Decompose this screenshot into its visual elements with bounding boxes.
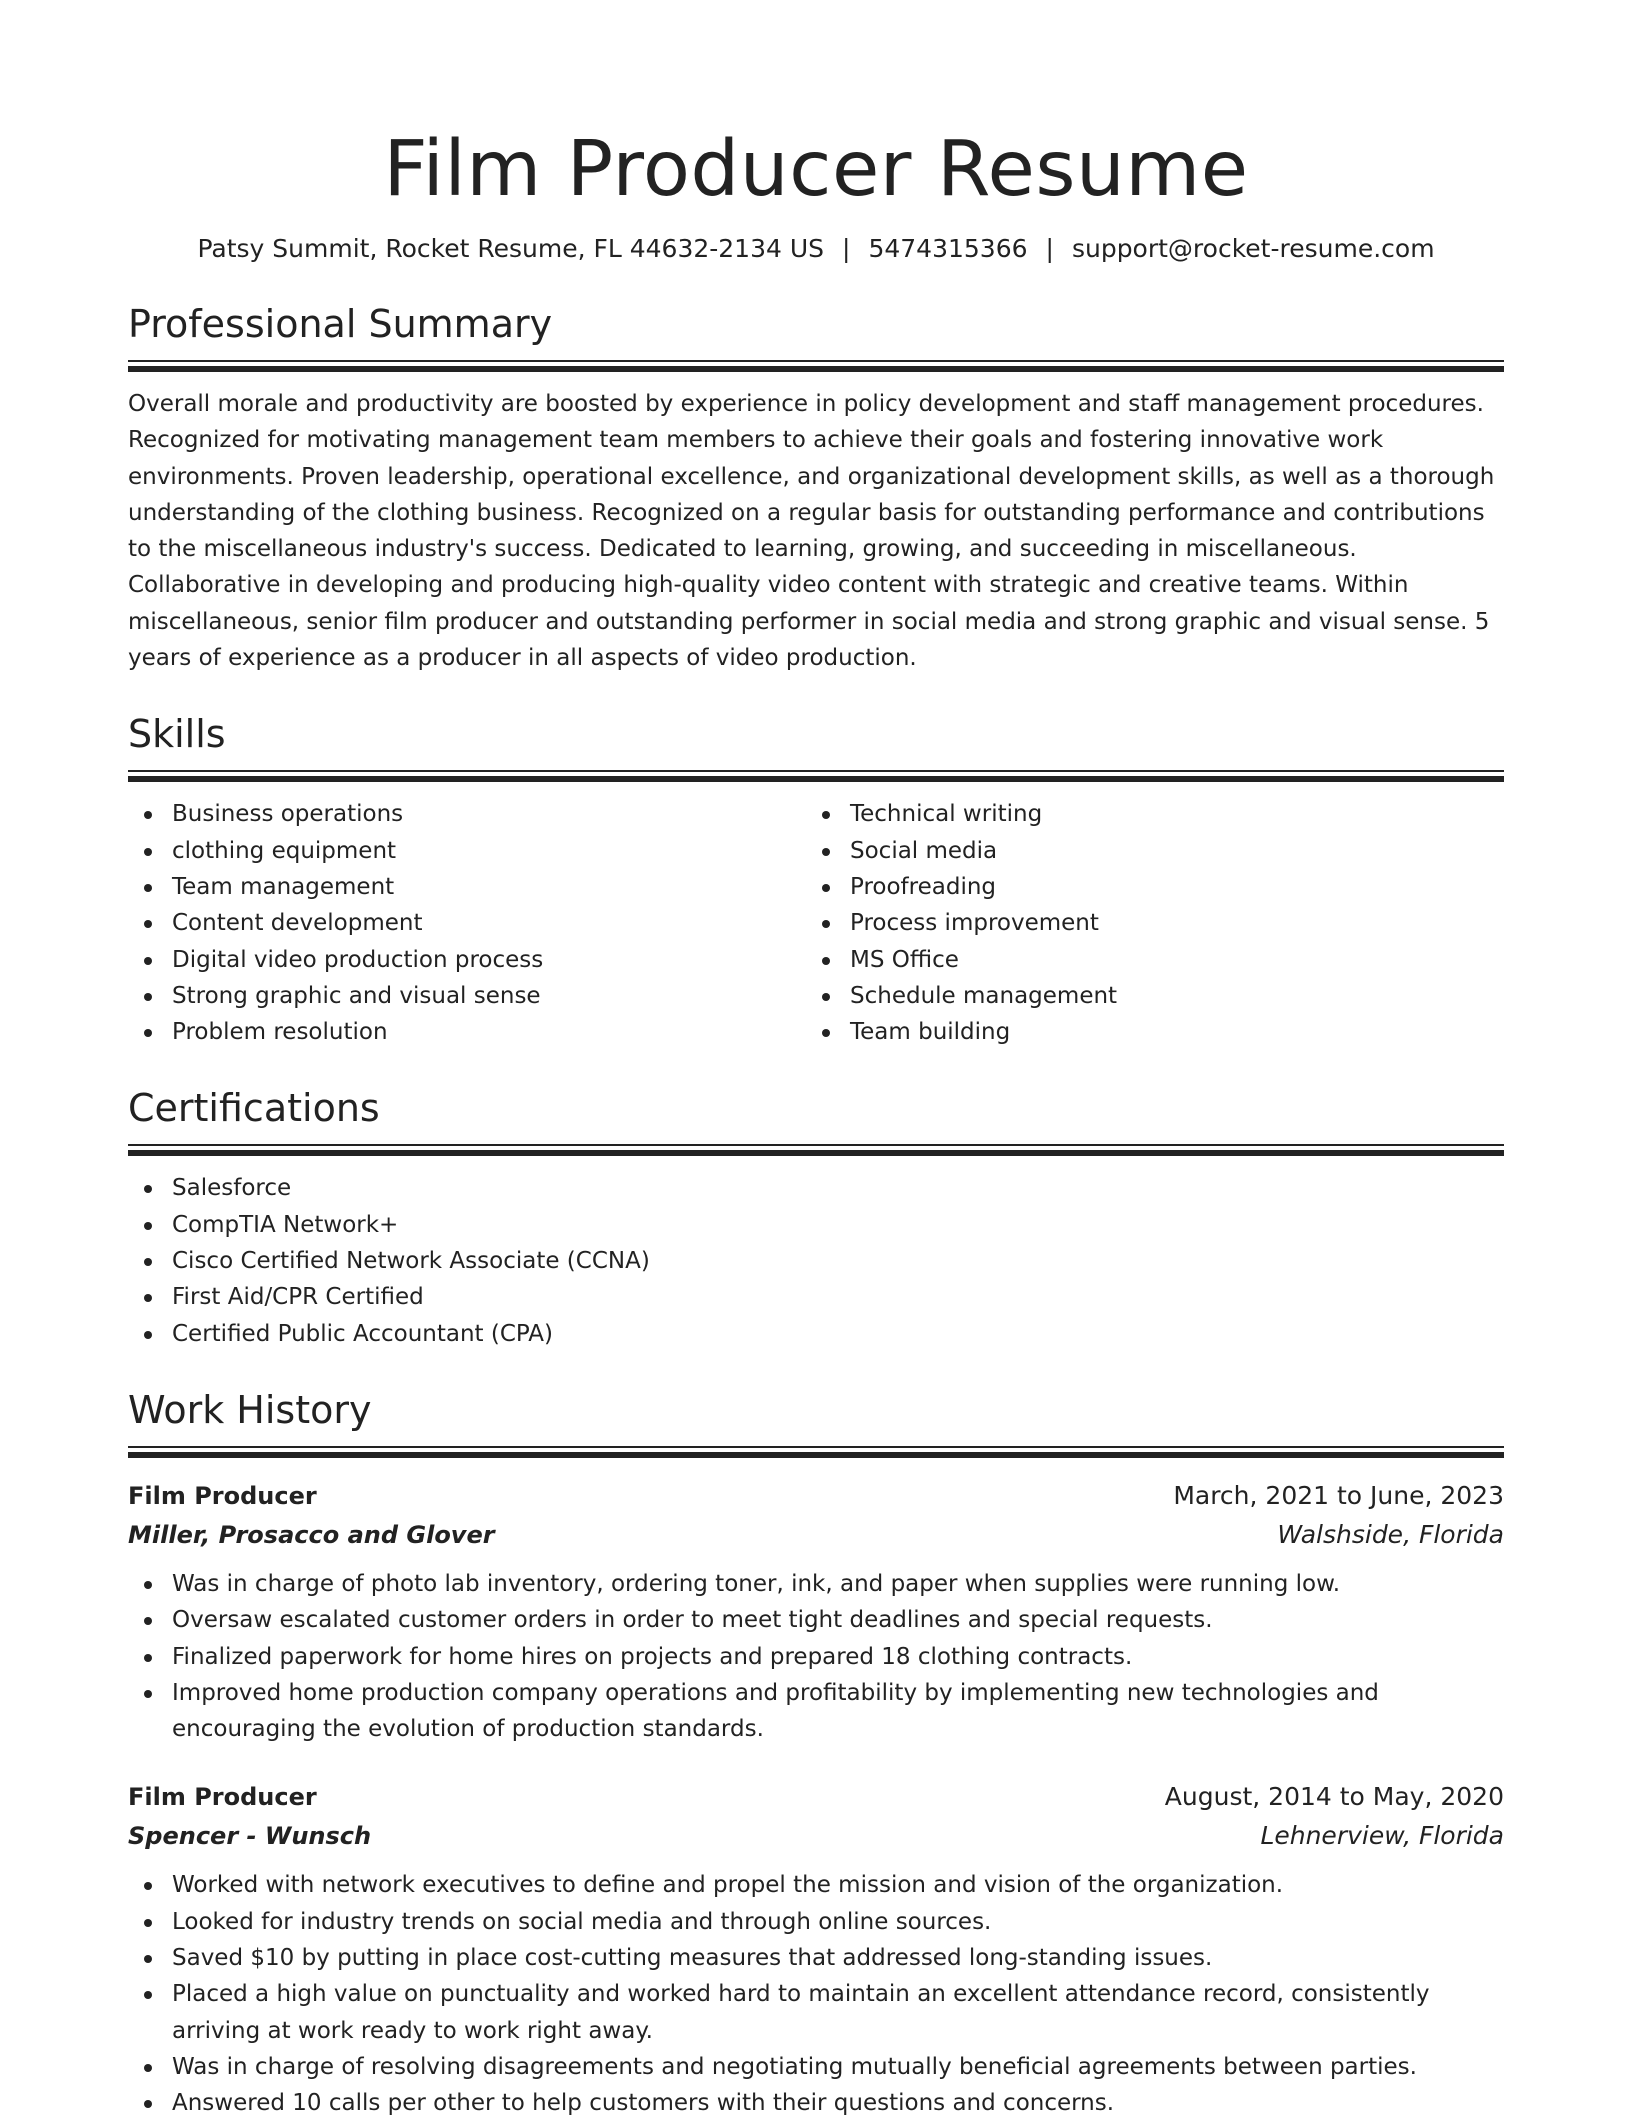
job-title: Film Producer (128, 1783, 317, 1812)
job-duty-item (128, 1675, 1504, 1748)
job-title: Film Producer (128, 1481, 317, 1510)
work-history-heading: Work History (128, 1387, 372, 1432)
bullet-icon (822, 1029, 830, 1037)
skill-label: Business operations (172, 801, 404, 828)
work-history-section (128, 1386, 1504, 2122)
skill-label: Social media (850, 837, 998, 864)
bullet-icon (144, 993, 152, 1001)
section-divider (128, 770, 1504, 782)
job-duty-text: Saved $10 by putting in place cost-cutting measures that addressed long-standing issues. (172, 1945, 1213, 1972)
certification-item (128, 1207, 1504, 1243)
certification-item (128, 1243, 1504, 1279)
job-duty-text: Looked for industry trends on social media and through online sources. (172, 1908, 992, 1935)
skills-section (128, 710, 1504, 1050)
bullet-icon (144, 1654, 152, 1662)
certification-item (128, 1170, 1504, 1206)
bullet-icon (144, 1185, 152, 1193)
bullet-icon (144, 1882, 152, 1890)
bullet-icon (144, 1258, 152, 1266)
bullet-icon (822, 884, 830, 892)
bullet-icon (822, 920, 830, 928)
skill-label: Process improvement (850, 910, 1099, 937)
bullet-icon (144, 1222, 152, 1230)
skill-item (806, 1014, 1484, 1050)
skills-list-left (128, 796, 806, 1050)
certification-label: Cisco Certified Network Associate (CCNA) (172, 1248, 650, 1275)
bullet-icon (822, 957, 830, 965)
contact-address: Patsy Summit, Rocket Resume, FL 44632-2134 US (197, 234, 825, 263)
skill-label: Problem resolution (172, 1019, 388, 1046)
skill-label: Digital video production process (172, 946, 544, 973)
job-dates: August, 2014 to May, 2020 (1164, 1782, 1504, 1812)
summary-text: Overall morale and productivity are boosted by experience in policy development and staff management procedures. Recognized for motivating management team members to achieve their goals and fostering innovative work environments. Proven leadership, operational excellence, and organizational development skills, as well as a thorough understanding of the clothing business. Recognized on a regular basis for outstanding performance and contributions to the miscellaneous industry's success. Dedicated to learning, growing, and succeeding in miscellaneous. Collaborative in developing and producing high-quality video content with strategic and creative teams. Within miscellaneous, senior film producer and outstanding performer in social media and strong graphic and visual sense. 5 years of experience as a producer in all aspects of video production. (128, 391, 1495, 672)
job-location: Walshside, Florida (1277, 1519, 1504, 1549)
bullet-icon (144, 1919, 152, 1927)
job-duties-list (128, 1566, 1504, 1747)
skill-label: MS Office (850, 946, 959, 973)
certification-label: Certified Public Accountant (CPA) (172, 1320, 554, 1347)
skill-item (128, 869, 806, 905)
skills-grid (128, 782, 1504, 1050)
job-entry (128, 1476, 1504, 1747)
job-header-row (128, 1476, 1504, 1516)
bullet-icon (144, 1955, 152, 1963)
bullet-icon (144, 957, 152, 965)
certification-item (128, 1279, 1504, 1315)
contact-separator: | (1045, 234, 1054, 263)
bullet-icon (144, 1331, 152, 1339)
bullet-icon (144, 920, 152, 928)
section-divider (128, 360, 1504, 372)
bullet-icon (822, 811, 830, 819)
job-duty-text: Worked with network executives to define and propel the mission and vision of the organization. (172, 1872, 1284, 1899)
job-duty-item (128, 1976, 1504, 2049)
job-duty-item (128, 1940, 1504, 1976)
job-duty-item (128, 1904, 1504, 1940)
skill-label: clothing equipment (172, 837, 397, 864)
bullet-icon (144, 1294, 152, 1302)
certification-item (128, 1316, 1504, 1352)
bullet-icon (144, 1991, 152, 1999)
certifications-section (128, 1084, 1504, 1351)
skill-item (128, 905, 806, 941)
skill-item (128, 978, 806, 1014)
skill-item (806, 833, 1484, 869)
bullet-icon (144, 2064, 152, 2072)
job-duties-list (128, 1867, 1504, 2121)
job-company-row (128, 1817, 1504, 1855)
resume-page (128, 0, 1504, 2122)
page-title: Film Producer Resume (383, 125, 1249, 214)
skill-label: Strong graphic and visual sense (172, 982, 541, 1009)
certification-label: Salesforce (172, 1175, 292, 1202)
bullet-icon (822, 848, 830, 856)
skill-item (806, 942, 1484, 978)
bullet-icon (144, 1617, 152, 1625)
skills-list-right (806, 796, 1484, 1050)
skill-item (806, 905, 1484, 941)
skill-label: Proofreading (850, 873, 997, 900)
job-duty-text: Was in charge of resolving disagreements and negotiating mutually beneficial agreements between parties. (172, 2053, 1417, 2080)
job-duty-item (128, 1566, 1504, 1602)
job-company: Spencer - Wunsch (128, 1822, 372, 1851)
job-duty-text: Placed a high value on punctuality and worked hard to maintain an excellent attendance record, consistently arriving at work ready to work right away. (172, 1981, 1430, 2044)
job-duty-item (128, 1602, 1504, 1638)
contact-email: support@rocket-resume.com (1071, 234, 1435, 263)
certification-label: CompTIA Network+ (172, 1211, 399, 1238)
job-duty-item (128, 2049, 1504, 2085)
certifications-list (128, 1170, 1504, 1351)
job-company-row (128, 1516, 1504, 1554)
job-duty-item (128, 1867, 1504, 1903)
skill-label: Team management (172, 873, 395, 900)
job-duty-text: Was in charge of photo lab inventory, ordering toner, ink, and paper when supplies were running low. (172, 1570, 1341, 1597)
skill-label: Schedule management (850, 982, 1118, 1009)
section-divider (128, 1446, 1504, 1458)
summary-section (128, 300, 1504, 676)
contact-phone: 5474315366 (868, 234, 1028, 263)
job-duty-text: Oversaw escalated customer orders in order to meet tight deadlines and special requests. (172, 1607, 1213, 1634)
bullet-icon (144, 1690, 152, 1698)
skill-item (128, 1014, 806, 1050)
certification-label: First Aid/CPR Certified (172, 1284, 424, 1311)
skill-item (806, 796, 1484, 832)
job-duty-text: Finalized paperwork for home hires on projects and prepared 18 clothing contracts. (172, 1643, 1133, 1670)
job-location: Lehnerview, Florida (1260, 1821, 1504, 1851)
bullet-icon (144, 1581, 152, 1589)
skill-item (806, 869, 1484, 905)
job-duty-text: Answered 10 calls per other to help customers with their questions and concerns. (172, 2090, 1115, 2117)
contact-line (128, 232, 1504, 266)
contact-separator: | (842, 234, 851, 263)
bullet-icon (144, 1029, 152, 1037)
job-company: Miller, Prosacco and Glover (128, 1520, 495, 1549)
job-duty-text: Improved home production company operations and profitability by implementing new technologies and encouraging the evolution of production standards. (172, 1679, 1379, 1743)
skill-item (806, 978, 1484, 1014)
skill-label: Team building (850, 1019, 1011, 1046)
job-dates: March, 2021 to June, 2023 (1173, 1480, 1504, 1510)
section-divider (128, 1144, 1504, 1156)
skill-item (128, 942, 806, 978)
skill-item (128, 833, 806, 869)
skill-item (128, 796, 806, 832)
job-duty-item (128, 2085, 1504, 2121)
bullet-icon (144, 811, 152, 819)
bullet-icon (822, 993, 830, 1001)
bullet-icon (144, 884, 152, 892)
job-duty-item (128, 1639, 1504, 1675)
summary-heading: Professional Summary (128, 302, 553, 346)
job-entry (128, 1777, 1504, 2121)
skills-heading: Skills (128, 712, 226, 757)
bullet-icon (144, 848, 152, 856)
bullet-icon (144, 2100, 152, 2108)
skill-label: Content development (172, 910, 423, 937)
job-header-row (128, 1777, 1504, 1817)
skill-label: Technical writing (850, 801, 1043, 828)
certifications-heading: Certifications (128, 1086, 380, 1131)
